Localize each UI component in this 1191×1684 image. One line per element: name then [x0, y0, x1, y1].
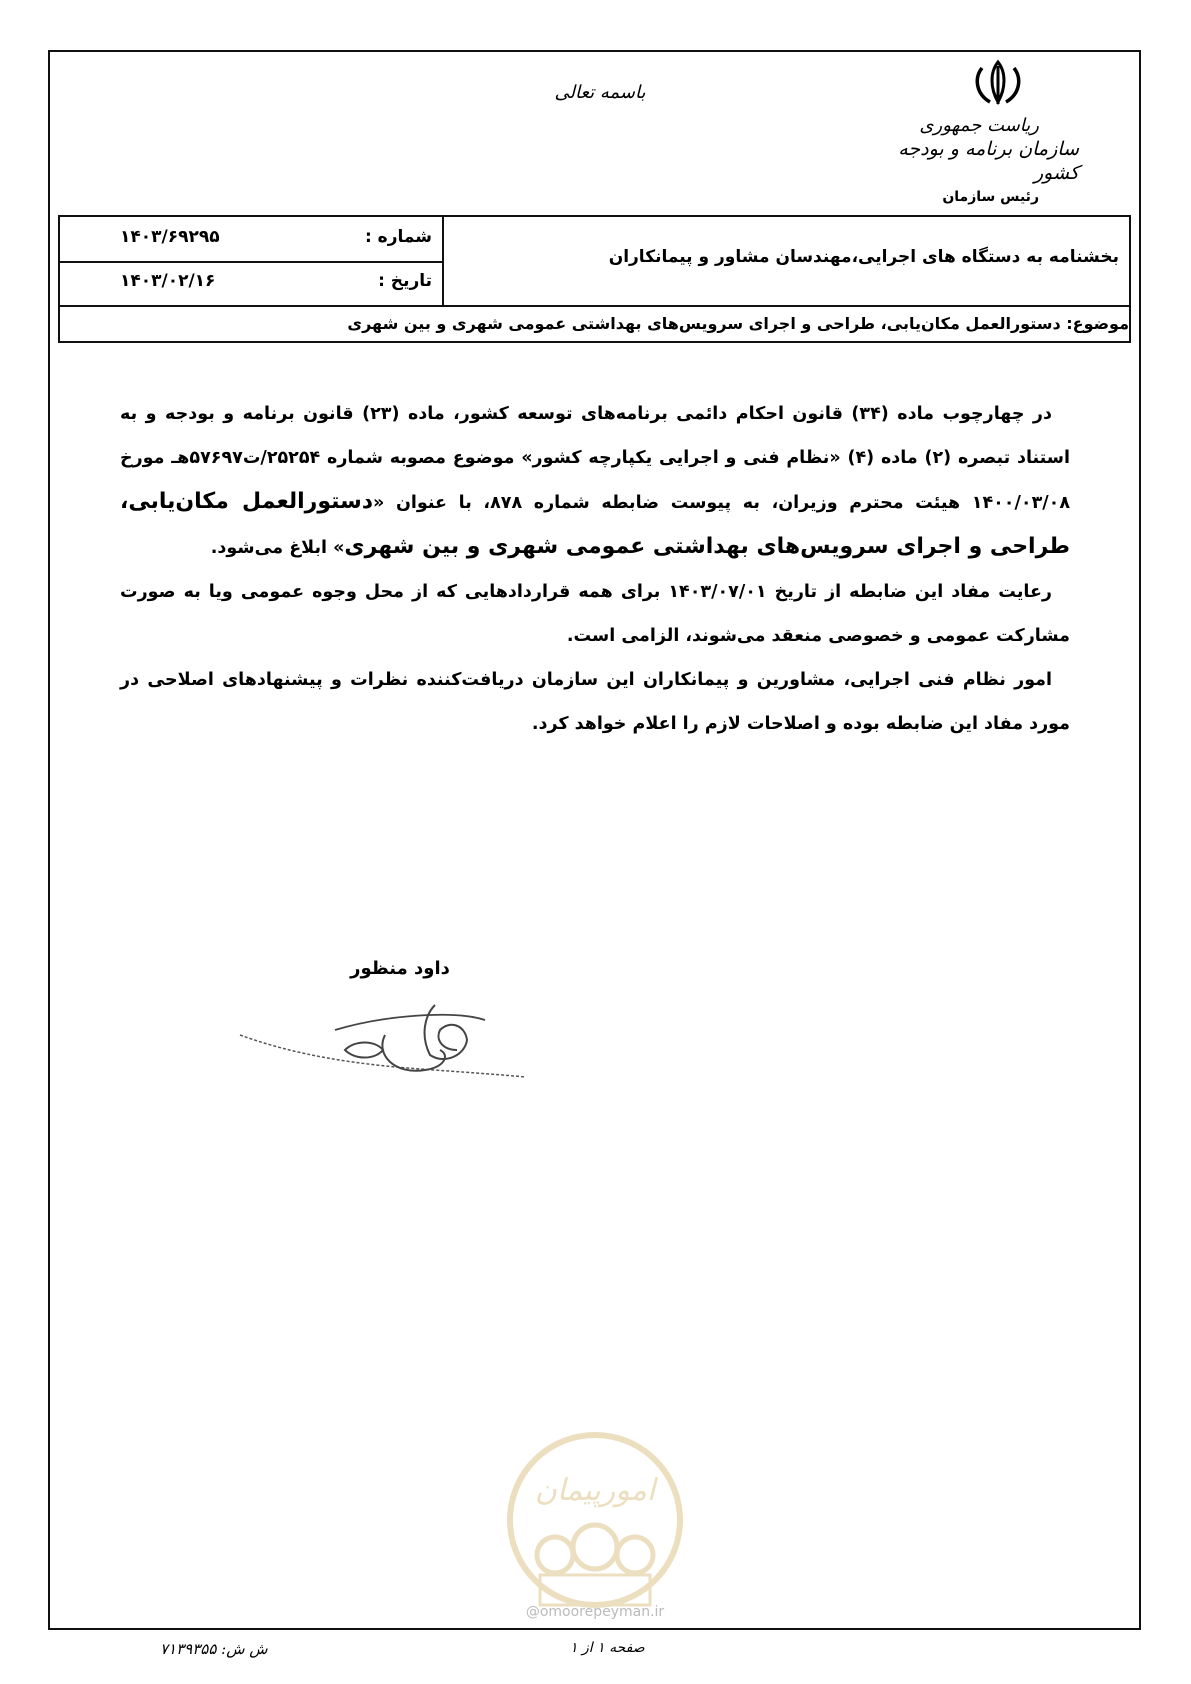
- bismillah-heading: باسمه تعالی: [554, 82, 646, 103]
- watermark-site: @omoorepeyman.ir: [525, 1604, 665, 1620]
- paragraph-1-end: » ابلاغ می‌شود.: [210, 538, 345, 558]
- iran-emblem-icon: [968, 58, 1028, 108]
- watermark-logo-text: امورپیمان: [534, 1473, 656, 1508]
- letter-info-table: [58, 215, 1131, 343]
- org-head-title: رئیس سازمان: [942, 189, 1039, 205]
- letter-title: بخشنامه به دستگاه های اجرایی،مهندسان مشاور و پیمانکاران: [608, 247, 1119, 267]
- paragraph-2: رعایت مفاد این ضابطه از تاریخ ۱۴۰۳/۰۷/۰۱ برای همه قراردادهایی که از محل وجوه عمومی ویا به صورت مشارکت عمومی و خصوصی منعقد می‌شوند، الزامی است.: [120, 582, 1070, 646]
- date-value: ۱۴۰۳/۰۲/۱۶: [120, 271, 216, 291]
- date-label: تاریخ :: [378, 271, 432, 291]
- paragraph-1: [120, 392, 1070, 570]
- signer-name: داود منظور: [350, 958, 450, 979]
- number-label: شماره :: [364, 227, 432, 247]
- footer-page-number: صفحه ۱ از ۱: [570, 1640, 645, 1656]
- date-row: [60, 261, 442, 305]
- org-presidency: ریاست جمهوری: [919, 115, 1039, 136]
- number-date-cell: [60, 217, 444, 305]
- letter-subject: موضوع: دستورالعمل مکان‌یابی، طراحی و اجرای سرویس‌های بهداشتی عمومی شهری و بین شهری: [60, 305, 1129, 341]
- letter-body: [120, 392, 1070, 746]
- footer-serial: ش ش: ۷۱۳۹۳۵۵: [160, 1640, 268, 1658]
- number-row: [60, 217, 442, 263]
- regulation-title: دستورالعمل مکان‌یابی، طراحی و اجرای سرویس‌های بهداشتی عمومی شهری و بین شهری: [120, 489, 1070, 559]
- paragraph-1-text: در چهارچوب ماده (۳۴) قانون احکام دائمی برنامه‌های توسعه کشور، ماده (۲۳) قانون برنامه و بودجه و به استناد تبصره (۲) ماده (۴) «نظام فنی و اجرایی یکپارچه کشور» موضوع مصوبه شماره ۲۵۲۵۴/ت۵۷۶۹۷هـ مورخ ۱۴۰۰/۰۳/۰۸ هیئت محترم وزیران، به پیوست ضابطه شماره ۸۷۸، با عنوان «: [120, 404, 1071, 513]
- number-value: ۱۴۰۳/۶۹۲۹۵: [120, 227, 220, 247]
- org-name: سازمان برنامه و بودجه کشور: [898, 138, 1079, 184]
- organization-block: [889, 115, 1079, 209]
- handwritten-signature: [235, 995, 535, 1105]
- paragraph-3: امور نظام فنی اجرایی، مشاورین و پیمانکاران این سازمان دریافت‌کننده نظرات و پیشنهادهای اصلاحی در مورد مفاد این ضابطه بوده و اصلاحات لازم را اعلام خواهد کرد.: [120, 670, 1070, 734]
